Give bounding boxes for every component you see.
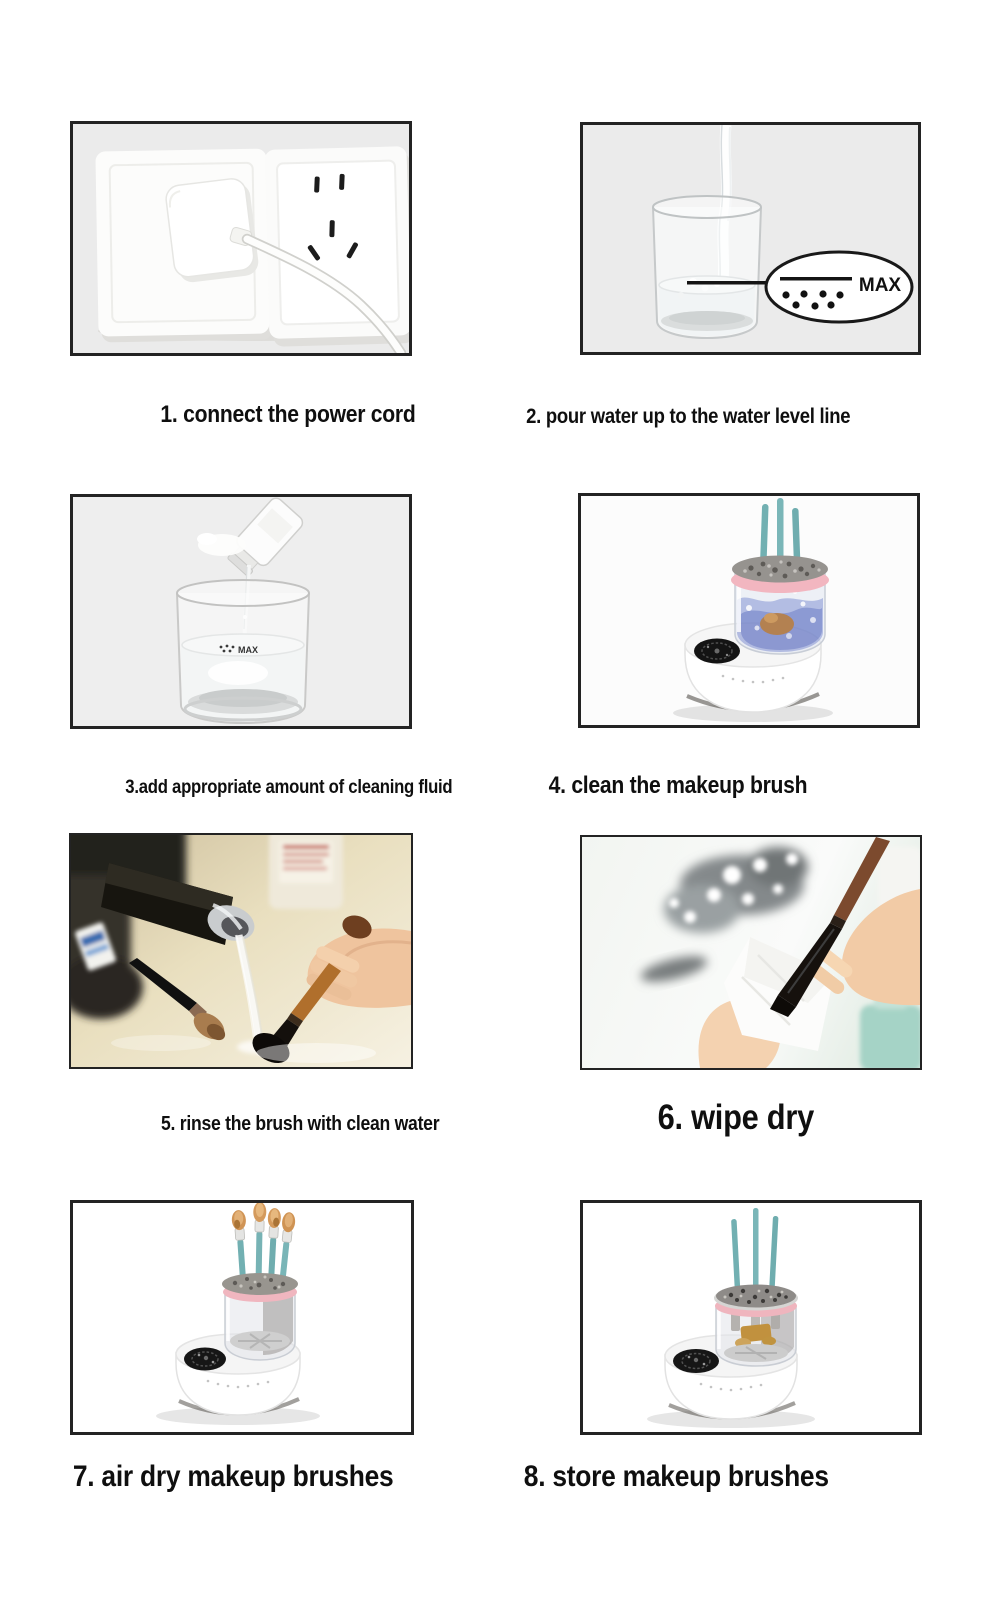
control-dial [673,1349,719,1373]
wipe-dry-photo [582,837,920,1068]
background-bottle [269,835,343,909]
control-dial [184,1348,226,1371]
step-8-panel [580,1200,922,1435]
water-level-line [687,281,775,285]
step-4-panel [578,493,920,728]
step-1-panel [70,121,412,356]
speckled-lid-with-holes [714,1285,798,1311]
step-3-panel [70,494,412,729]
step-2-caption: 2. pour water up to the water level line [525,405,851,428]
rinse-brush-photo [71,835,411,1067]
step-5-panel [69,833,413,1069]
water-to-max-illustration [583,125,918,352]
max-label: MAX [858,275,902,296]
cleaning-fluid-illustration [73,497,409,726]
drying-cup [225,1293,295,1360]
step-5-caption: 5. rinse the brush with clean water [160,1113,440,1135]
glass [653,196,761,338]
step-3-caption: 3.add appropriate amount of cleaning fluid [125,777,453,798]
pour-splash-small [197,533,217,545]
glass [177,580,309,723]
max-mark-label: MAX [238,645,258,655]
step-7-caption: 7. air dry makeup brushes [72,1460,394,1493]
step-7-panel [70,1200,414,1435]
step-6-panel [580,835,922,1070]
max-level-badge [766,252,912,322]
step-4-caption: 4. clean the makeup brush [548,772,808,799]
speckled-holder-disc [222,1273,298,1295]
control-dial [694,639,740,664]
step-2-panel [580,122,921,355]
brush-cleaner-running-illustration [581,496,917,725]
step-1-caption: 1. connect the power cord [160,401,416,428]
step-8-caption: 8. store makeup brushes [523,1460,829,1493]
power-outlet-illustration [73,124,409,353]
speckled-lid [732,556,828,583]
step-6-caption: 6. wipe dry [657,1098,815,1137]
right-outlet-plate [265,146,409,347]
store-brushes-illustration [583,1203,919,1432]
air-dry-illustration [73,1203,411,1432]
